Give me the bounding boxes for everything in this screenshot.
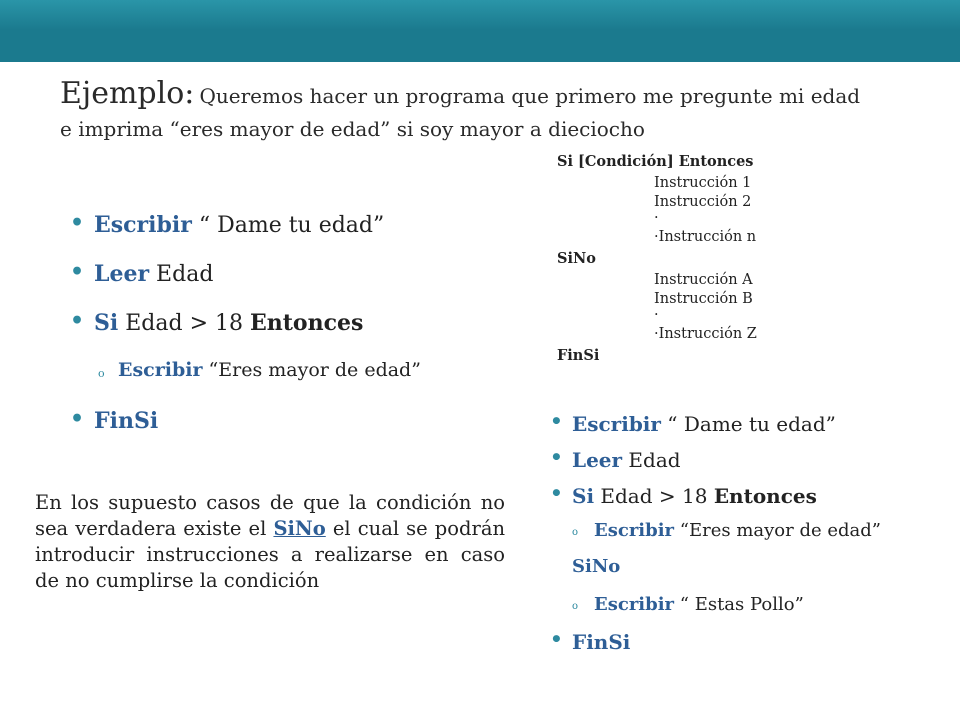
bullet-icon: • [550,445,563,469]
keyword: Entonces [713,484,817,508]
header-sheen [0,0,960,30]
explanation-paragraph [35,490,505,594]
sub-list-item [548,594,881,630]
bullet-icon: • [550,481,563,505]
list-item [60,408,421,457]
keyword: Escribir [594,594,675,615]
sino-keyword: SiNo [273,517,326,540]
pseudo-line: FinSi [557,347,600,364]
sub-list-item [548,520,881,556]
list-item [60,261,421,310]
item-text: Edad > 18 [594,484,714,508]
keyword: Escribir [94,212,192,238]
keyword: Entonces [250,310,364,336]
list-item [60,212,421,261]
pseudo-line: · [654,210,659,226]
para-text: En los supuesto casos de que la condición no sea verdadera existe el [35,491,505,540]
keyword: Leer [572,448,623,472]
pseudo-line: Instrucción A [654,271,753,288]
keyword: Escribir [594,520,675,541]
sub-list-item [60,359,421,408]
circle-bullet-icon: o [98,367,105,380]
keyword: Si [572,484,595,508]
circle-bullet-icon: o [572,527,579,538]
title-main: Ejemplo: [60,76,195,111]
item-text: “Eres mayor de edad” [674,520,881,541]
title-rest: Queremos hacer un programa que primero me pregunte mi edad [199,84,861,108]
keyword: Si [94,310,119,336]
item-text: “ Dame tu edad” [660,412,836,436]
list-item [548,627,881,666]
list-item [548,556,881,594]
bullet-icon: • [550,409,563,433]
keyword: FinSi [572,630,631,654]
left-bullet-list [60,212,421,457]
pseudo-line: · [654,307,659,323]
list-item [548,445,881,484]
slide-title [60,75,920,142]
pseudo-line: ·Instrucción n [654,229,757,245]
list-item [548,409,881,448]
pseudo-line: Instrucción 1 [654,174,752,191]
item-text: Edad [149,262,214,287]
bullet-icon: • [70,406,85,432]
pseudocode-block [557,152,757,367]
pseudo-line: Instrucción B [654,291,753,307]
list-item [60,310,421,359]
bullet-icon: • [70,259,85,285]
bullet-icon: • [550,627,563,651]
bullet-icon: • [70,308,85,334]
pseudo-line: Si [Condición] Entonces [557,153,754,170]
keyword: Leer [94,261,150,287]
keyword: FinSi [94,408,159,434]
item-text: “ Dame tu edad” [191,213,385,238]
keyword: SiNo [572,556,621,577]
bullet-icon: • [70,210,85,236]
pseudo-line: ·Instrucción Z [654,326,757,342]
keyword: Escribir [572,412,661,436]
item-text: Edad [622,448,681,472]
pseudo-line: Instrucción 2 [654,194,752,210]
title-line2: e imprima “eres mayor de edad” si soy mayor a dieciocho [60,116,645,141]
keyword: Escribir [118,359,203,381]
para-text: el cual se podrán introducir instrucciones a realizarse en caso de no cumplirse la condición [35,517,506,592]
pseudo-line: SiNo [557,250,596,267]
item-text: Edad > 18 [118,311,250,336]
list-item [548,481,881,520]
circle-bullet-icon: o [572,601,579,612]
item-text: “Eres mayor de edad” [202,359,421,381]
item-text: “ Estas Pollo” [674,594,804,615]
header-bar [0,0,960,62]
right-bullet-list [548,409,881,666]
